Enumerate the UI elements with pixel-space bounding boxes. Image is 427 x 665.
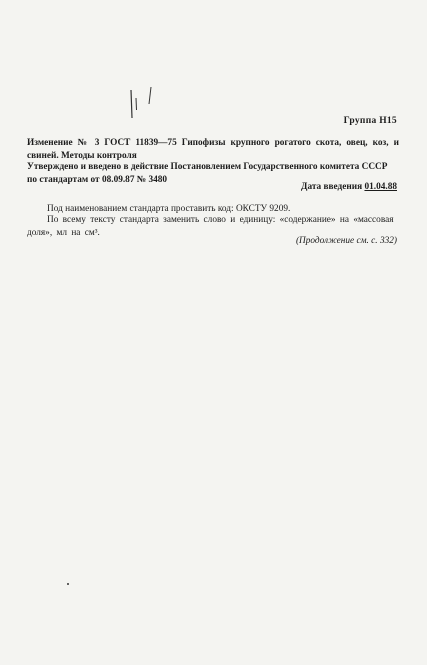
group-code: Группа Н15 xyxy=(343,116,397,126)
handwritten-marks xyxy=(122,84,162,124)
paragraph-replace-term: По всему тексту стандарта заменить слово и единицу: «содержание» на «массовая доля», мл на см³. xyxy=(27,215,394,238)
amendment-title: Изменение № 3 ГОСТ 11839—75 Гипофизы крупного рогатого скота, овец, коз, и свиней. Методы контроля xyxy=(27,138,399,161)
paragraph-code: Под наименованием стандарта проставить код: ОКСТУ 9209. xyxy=(47,204,291,214)
effective-date-label: Дата введения xyxy=(301,182,363,192)
effective-date xyxy=(301,182,397,192)
continuation-note: (Продолжение см. с. 332) xyxy=(295,236,397,246)
approval-statement: Утверждено и введено в действие Постановлением Государственного комитета СССР по стандартам от 08.09.87 № 3480 xyxy=(27,162,388,185)
stray-dot xyxy=(67,583,69,585)
effective-date-value: 01.04.88 xyxy=(364,182,397,192)
